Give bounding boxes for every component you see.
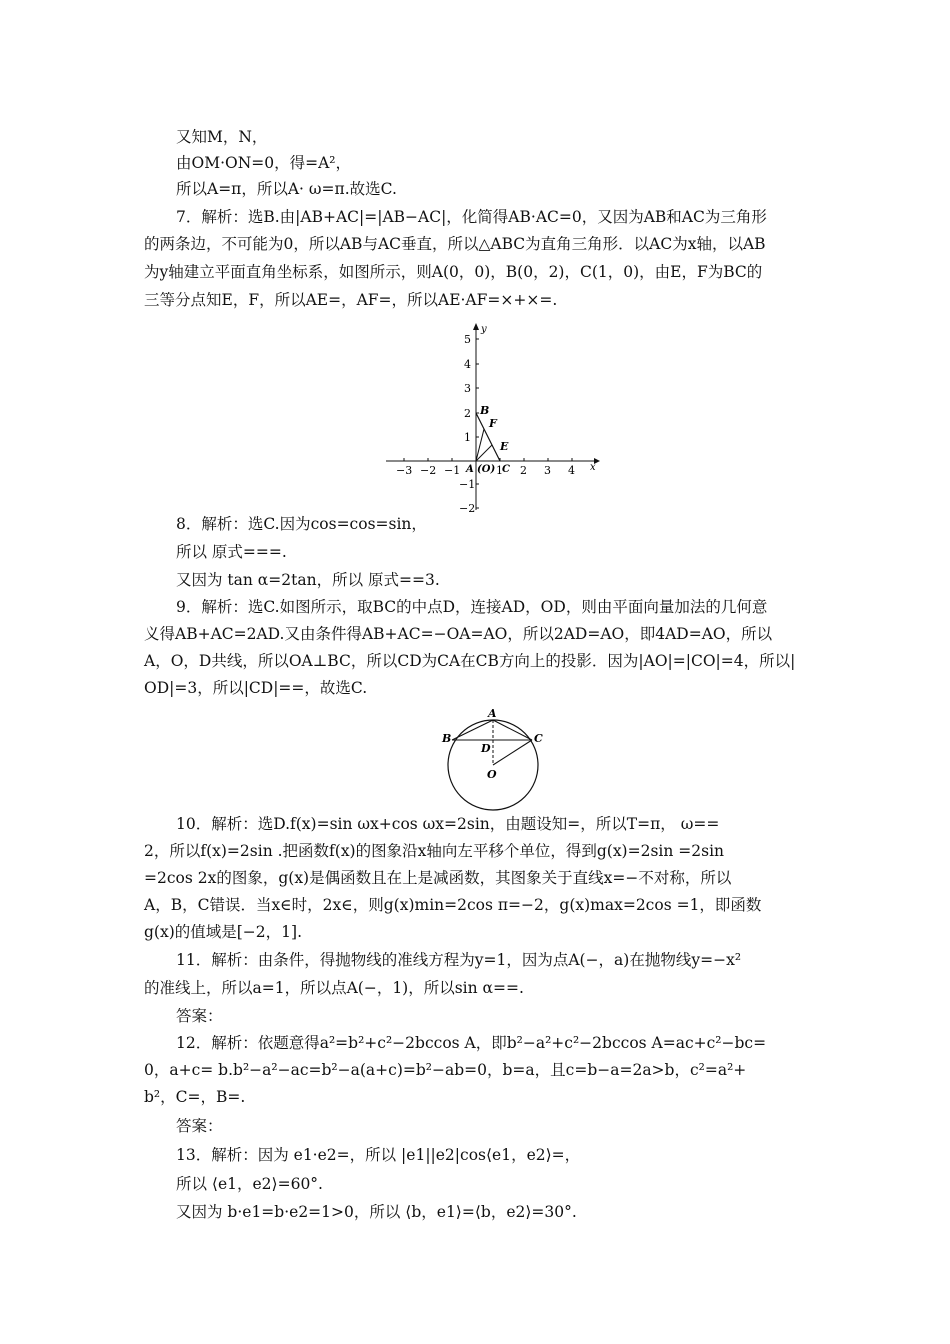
text-line: 所以A=π，所以A· ω=π.故选C. xyxy=(176,180,397,198)
text-line: 又因为 b·e1=b·e2=1>0，所以 ⟨b，e1⟩=⟨b，e2⟩=30°. xyxy=(176,1203,577,1221)
x-tick-label: 4 xyxy=(568,464,575,477)
point-label-D: D xyxy=(481,742,491,755)
text-line: A，O，D共线，所以OA⊥BC，所以CD为CA在CB方向上的投影．因为|AO|=|CO|=4，所以| xyxy=(144,652,796,670)
x-tick-label: −3 xyxy=(396,464,413,477)
point-label-B: B xyxy=(480,404,490,417)
text-line: 12．解析：依题意得a²=b²+c²−2bccos A，即b²−a²+c²−2bccos A=ac+c²−bc= xyxy=(176,1034,767,1052)
point-label-O: O xyxy=(487,768,497,781)
point-label-F: F xyxy=(489,417,497,430)
point-label-C: C xyxy=(502,464,510,475)
text-line: 义得AB+AC=2AD.又由条件得AB+AC=−OA=AO，所以2AD=AO，即4AD=AO，所以 xyxy=(144,625,773,643)
text-line: 0，a+c= b.b²−a²−ac=b²−a(a+c)=b²−ab=0，b=a，且c=b−a=2a>b，c²=a²+ xyxy=(144,1061,747,1079)
text-line: A，B，C错误．当x∈时，2x∈，则g(x)min=2cos π=−2，g(x)max=2cos =1，即函数 xyxy=(144,896,762,914)
x-tick-label: 3 xyxy=(544,464,551,477)
text-line: 的准线上，所以a=1，所以点A(−，1)，所以sin α==. xyxy=(144,979,524,997)
text-line: 13．解析：因为 e1·e2=，所以 |e1||e2|cos⟨e1，e2⟩=， xyxy=(176,1146,581,1164)
segment-AB xyxy=(452,720,493,740)
figure-circle xyxy=(440,702,550,814)
x-tick-label: −2 xyxy=(420,464,437,477)
text-line: 三等分点知E，F，所以AE=，AF=，所以AE·AF=×+×=. xyxy=(144,291,558,309)
y-tick-label: 3 xyxy=(464,382,471,395)
y-tick-label: −2 xyxy=(459,502,476,514)
segment-AF xyxy=(476,429,484,461)
figure-coordinate-plane xyxy=(382,318,604,514)
segment-OC xyxy=(493,740,532,765)
y-axis-arrow xyxy=(473,323,479,330)
text-line: 由OM·ON=0，得=A²， xyxy=(176,154,352,172)
text-line: b²，C=，B=. xyxy=(144,1088,246,1106)
y-tick-label: 4 xyxy=(464,358,471,371)
y-tick-label: 2 xyxy=(464,407,471,420)
x-tick-label: 2 xyxy=(520,464,527,477)
text-line: 11．解析：由条件，得抛物线的准线方程为y=1，因为点A(−，a)在抛物线y=−x² xyxy=(176,951,742,969)
text-line: 9．解析：选C.如图所示，取BC的中点D，连接AD，OD，则由平面向量加法的几何意 xyxy=(176,598,768,616)
text-line: 的两条边，不可能为0，所以AB与AC垂直，所以△ABC为直角三角形．以AC为x轴，以AB xyxy=(144,235,766,253)
text-line: 又因为 tan α=2tan，所以 原式==3. xyxy=(176,571,440,589)
y-axis-label: y xyxy=(481,324,487,335)
segment-AC xyxy=(493,720,532,740)
text-line: 7．解析：选B.由|AB+AC|=|AB−AC|，化简得AB·AC=0，又因为AB和AC为三角形 xyxy=(176,208,767,226)
text-line: OD|=3，所以|CD|==，故选C. xyxy=(144,679,368,697)
point-label-A: A xyxy=(488,707,497,720)
text-line: 10．解析：选D.f(x)=sin ωx+cos ωx=2sin，由题设知=，所以T=π， ω== xyxy=(176,815,720,833)
text-line: 答案： xyxy=(176,1117,223,1135)
text-line: 8．解析：选C.因为cos=cos=sin， xyxy=(176,515,427,533)
text-line: g(x)的值域是[−2，1]. xyxy=(144,923,302,941)
point-label-E: E xyxy=(500,440,509,453)
y-tick-label: 1 xyxy=(464,431,471,444)
point-label-C: C xyxy=(534,732,543,745)
text-line: 所以 ⟨e1，e2⟩=60°. xyxy=(176,1175,323,1193)
text-line: 答案： xyxy=(176,1007,223,1025)
x-tick-label: −1 xyxy=(444,464,461,477)
x-tick-label: 1 xyxy=(496,464,503,477)
point-label-A: A xyxy=(466,464,474,475)
x-axis-label: x xyxy=(590,462,596,473)
y-tick-label: −1 xyxy=(459,478,476,491)
point-label-B: B xyxy=(442,732,452,745)
text-line: 2，所以f(x)=2sin .把函数f(x)的图象沿x轴向左平移个单位，得到g(x)=2sin =2sin xyxy=(144,842,725,860)
text-line: =2cos 2x的图象，g(x)是偶函数且在上是减函数，其图象关于直线x=−不对称，所以 xyxy=(144,869,732,887)
text-line: 所以 原式===. xyxy=(176,543,287,561)
y-tick-label: 5 xyxy=(464,333,471,346)
text-line: 又知M，N， xyxy=(176,128,268,146)
text-line: 为y轴建立平面直角坐标系，如图所示，则A(0，0)，B(0，2)，C(1，0)，由E，F为BC的 xyxy=(144,263,763,281)
point-label-O: (O) xyxy=(477,464,496,475)
